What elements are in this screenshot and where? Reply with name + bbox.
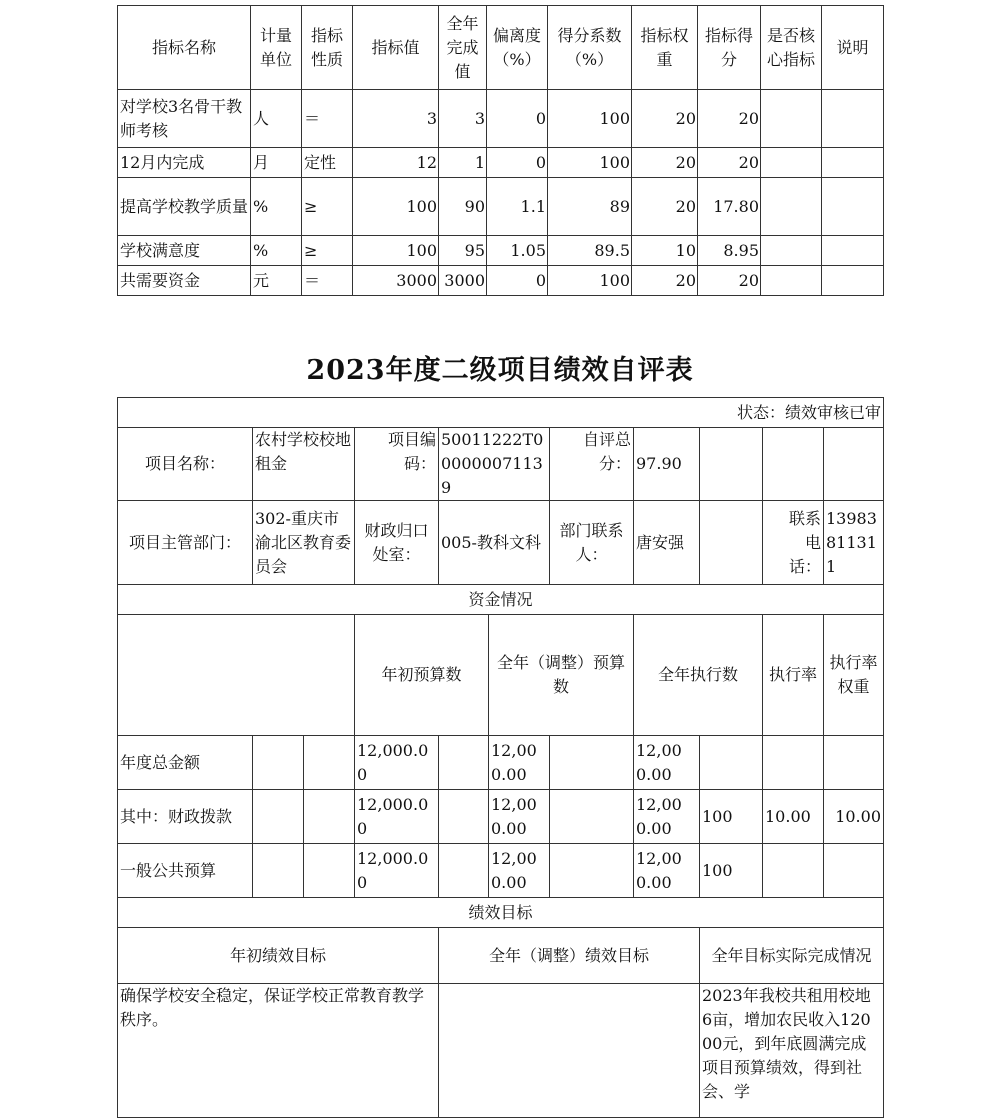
execution-rate: 100: [700, 790, 763, 844]
header-cell: 指标值: [353, 6, 439, 90]
empty-cell: [304, 790, 355, 844]
note-cell: [822, 266, 884, 296]
empty-cell: [439, 844, 489, 898]
initial-budget: 12,000.00: [355, 844, 439, 898]
rate-score: [824, 736, 884, 790]
funds-row-label: 其中：财政拨款: [118, 790, 253, 844]
header-cell: 全年执行数: [634, 615, 763, 736]
header-cell: 说明: [822, 6, 884, 90]
value-cell: 0: [487, 90, 548, 148]
core-cell: [761, 266, 822, 296]
nature-cell: ＝: [302, 90, 353, 148]
executed-amount: 12,000.00: [634, 736, 700, 790]
header-cell: 指标权重: [632, 6, 698, 90]
empty-cell: [700, 501, 763, 585]
value-cell: 89: [548, 178, 632, 236]
note-cell: [822, 90, 884, 148]
unit-cell: %: [251, 178, 302, 236]
header-cell: 指标得分: [698, 6, 761, 90]
table-row: [118, 236, 884, 266]
header-cell: 执行率: [763, 615, 824, 736]
value-cell: 0: [487, 266, 548, 296]
executed-amount: 12,000.00: [634, 844, 700, 898]
self-evaluation-table: [117, 397, 884, 1118]
value-cell: 90: [439, 178, 487, 236]
indicator-name: 对学校3名骨干教师考核: [118, 90, 251, 148]
project-code-value: 50011222T000000071139: [439, 428, 550, 501]
unit-cell: 元: [251, 266, 302, 296]
value-cell: 20: [632, 266, 698, 296]
value-cell: 100: [548, 266, 632, 296]
project-code-label: 项目编码：: [355, 428, 439, 501]
adjusted-budget: 12,000.00: [489, 844, 550, 898]
funds-row-label: 一般公共预算: [118, 844, 253, 898]
value-cell: 1.1: [487, 178, 548, 236]
value-cell: 20: [698, 148, 761, 178]
unit-cell: 人: [251, 90, 302, 148]
header-cell: 指标性质: [302, 6, 353, 90]
funds-row-label: 年度总金额: [118, 736, 253, 790]
header-cell: 全年完成值: [439, 6, 487, 90]
execution-rate: 100: [700, 844, 763, 898]
finance-label: 财政归口处室：: [355, 501, 439, 585]
table-row: [118, 148, 884, 178]
initial-budget: 12,000.00: [355, 790, 439, 844]
project-name-value: 农村学校校地租金: [253, 428, 355, 501]
header-cell: 得分系数（%）: [548, 6, 632, 90]
table-row: [118, 266, 884, 296]
status-text: 状态：绩效审核已审: [118, 398, 884, 428]
perf-actual-text: 2023年我校共租用校地6亩，增加农民收入12000元，到年底圆满完成项目预算绩效，得到社会、学: [700, 984, 884, 1118]
dept-value: 302-重庆市渝北区教育委员会: [253, 501, 355, 585]
perf-section-row: [118, 898, 884, 928]
value-cell: 3: [439, 90, 487, 148]
phone-value: 13983811311: [824, 501, 884, 585]
indicator-table: [117, 5, 884, 296]
rate-weight: [763, 736, 824, 790]
value-cell: 20: [632, 148, 698, 178]
perf-adjusted-text: [439, 984, 700, 1118]
empty-cell: [550, 736, 634, 790]
indicator-name: 提高学校教学质量: [118, 178, 251, 236]
indicator-name: 共需要资金: [118, 266, 251, 296]
phone-label: 联系电话：: [763, 501, 824, 585]
core-cell: [761, 178, 822, 236]
empty-cell: [824, 428, 884, 501]
indicator-name: 学校满意度: [118, 236, 251, 266]
rate-weight: 10.00: [763, 790, 824, 844]
dept-info-row: [118, 501, 884, 585]
funds-row: [118, 790, 884, 844]
contact-value: 唐安强: [634, 501, 700, 585]
core-cell: [761, 236, 822, 266]
value-cell: 1: [439, 148, 487, 178]
value-cell: 12: [353, 148, 439, 178]
value-cell: 8.95: [698, 236, 761, 266]
self-score-value: 97.90: [634, 428, 700, 501]
header-cell: 偏离度（%）: [487, 6, 548, 90]
value-cell: 100: [548, 90, 632, 148]
unit-cell: %: [251, 236, 302, 266]
funds-header-row: [118, 615, 884, 736]
project-name-label: 项目名称：: [118, 428, 253, 501]
perf-content-row: [118, 984, 884, 1118]
dept-label: 项目主管部门：: [118, 501, 253, 585]
empty-cell: [550, 790, 634, 844]
value-cell: 20: [632, 90, 698, 148]
value-cell: 3000: [353, 266, 439, 296]
value-cell: 100: [353, 236, 439, 266]
rate-weight: [763, 844, 824, 898]
perf-header-row: [118, 928, 884, 984]
header-cell: 执行率权重: [824, 615, 884, 736]
nature-cell: ≥: [302, 236, 353, 266]
header-cell: 全年（调整）预算数: [489, 615, 634, 736]
value-cell: 100: [353, 178, 439, 236]
empty-cell: [253, 790, 304, 844]
header-cell: 指标名称: [118, 6, 251, 90]
contact-label: 部门联系人：: [550, 501, 634, 585]
note-cell: [822, 178, 884, 236]
core-cell: [761, 148, 822, 178]
value-cell: 3000: [439, 266, 487, 296]
adjusted-budget: 12,000.00: [489, 736, 550, 790]
nature-cell: ＝: [302, 266, 353, 296]
value-cell: 0: [487, 148, 548, 178]
value-cell: 10: [632, 236, 698, 266]
adjusted-budget: 12,000.00: [489, 790, 550, 844]
initial-budget: 12,000.00: [355, 736, 439, 790]
nature-cell: 定性: [302, 148, 353, 178]
core-cell: [761, 90, 822, 148]
execution-rate: [700, 736, 763, 790]
header-cell: 全年目标实际完成情况: [700, 928, 884, 984]
table-row: [118, 178, 884, 236]
empty-cell: [550, 844, 634, 898]
funds-section-title: 资金情况: [118, 585, 884, 615]
finance-value: 005-教科文科: [439, 501, 550, 585]
value-cell: 89.5: [548, 236, 632, 266]
rate-score: 10.00: [824, 790, 884, 844]
header-cell: 是否核心指标: [761, 6, 822, 90]
funds-section-row: [118, 585, 884, 615]
funds-row: [118, 736, 884, 790]
status-row: [118, 398, 884, 428]
table-row: [118, 90, 884, 148]
page-title: 2023年度二级项目绩效自评表: [306, 355, 694, 386]
unit-cell: 月: [251, 148, 302, 178]
empty-cell: [304, 736, 355, 790]
empty-cell: [700, 428, 763, 501]
value-cell: 1.05: [487, 236, 548, 266]
empty-cell: [253, 736, 304, 790]
value-cell: 95: [439, 236, 487, 266]
empty-cell: [253, 844, 304, 898]
nature-cell: ≥: [302, 178, 353, 236]
note-cell: [822, 148, 884, 178]
note-cell: [822, 236, 884, 266]
table-header-row: [118, 6, 884, 90]
value-cell: 100: [548, 148, 632, 178]
executed-amount: 12,000.00: [634, 790, 700, 844]
header-cell: 年初绩效目标: [118, 928, 439, 984]
perf-section-title: 绩效目标: [118, 898, 884, 928]
empty-cell: [304, 844, 355, 898]
perf-initial-text: 确保学校安全稳定，保证学校正常教育教学秩序。: [118, 984, 439, 1118]
rate-score: [824, 844, 884, 898]
value-cell: 17.80: [698, 178, 761, 236]
empty-cell: [763, 428, 824, 501]
self-score-label: 自评总分：: [550, 428, 634, 501]
project-info-row: [118, 428, 884, 501]
empty-cell: [439, 736, 489, 790]
value-cell: 20: [698, 266, 761, 296]
empty-cell: [439, 790, 489, 844]
header-cell: 年初预算数: [355, 615, 489, 736]
value-cell: 20: [698, 90, 761, 148]
header-cell: 全年（调整）绩效目标: [439, 928, 700, 984]
value-cell: 20: [632, 178, 698, 236]
header-cell: 计量单位: [251, 6, 302, 90]
funds-row: [118, 844, 884, 898]
indicator-name: 12月内完成: [118, 148, 251, 178]
empty-cell: [118, 615, 355, 736]
value-cell: 3: [353, 90, 439, 148]
